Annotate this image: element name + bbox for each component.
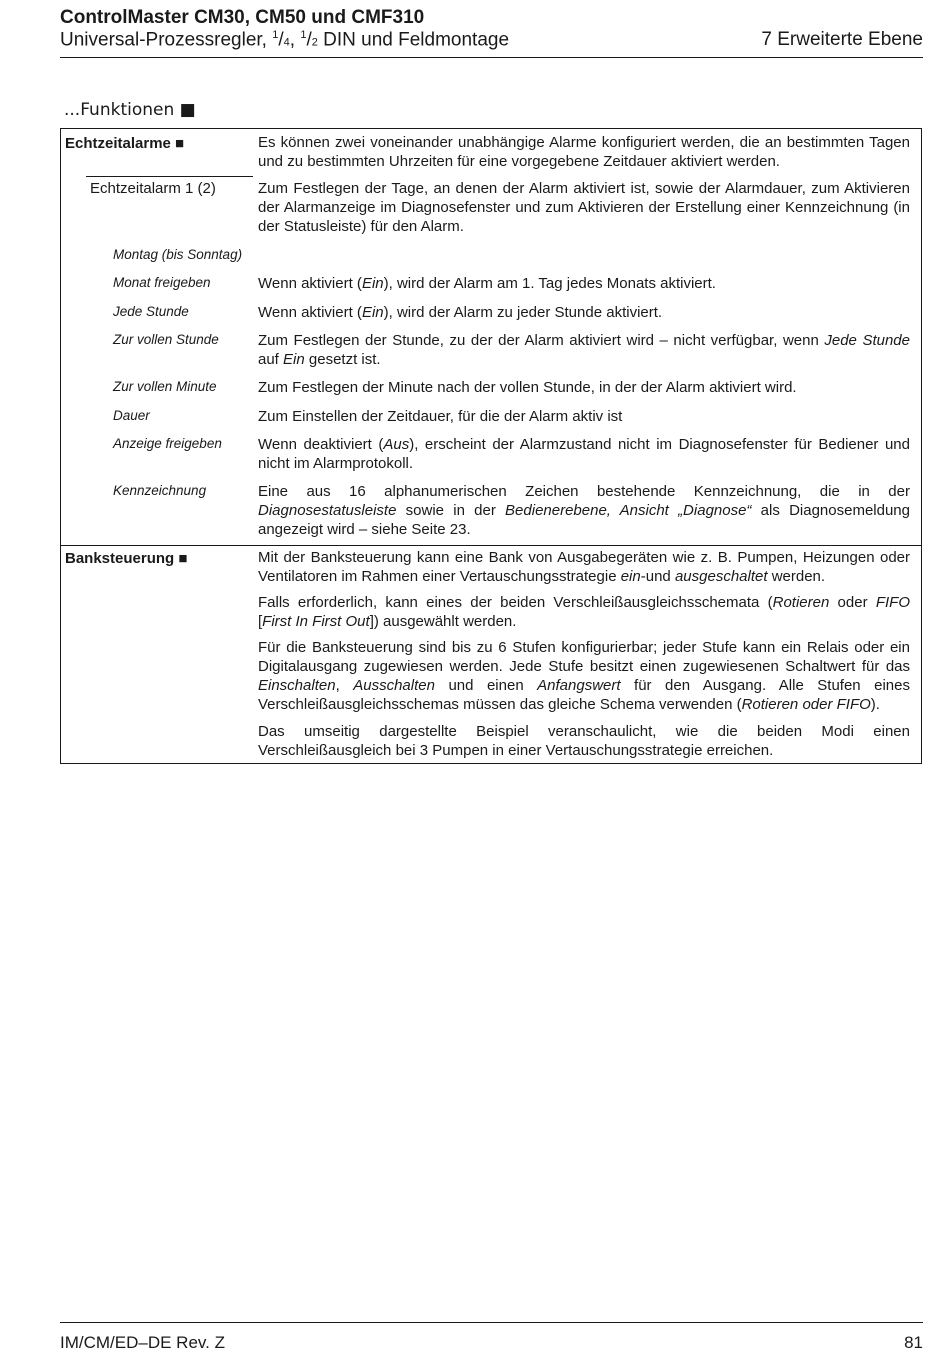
param-anzeige: Anzeige freigeben [113,436,222,451]
frac1-num: 1 [272,29,279,41]
subsection-rule [86,176,253,177]
param-dauer-text: Zum Einstellen der Zeitdauer, für die der Alarm aktiv ist [258,408,623,425]
bank-paragraph-1: Mit der Banksteuerung kann eine Bank von Ausgabegeräten wie z. B. Pumpen, Heizungen oder Ventilatoren im Rahmen einer Vertauschungsstrategie ein-und ausgeschaltet werden. [258,549,910,585]
frac1-den: 4 [283,36,290,49]
param-kennzeichnung-text: Eine aus 16 alphanumerischen Zeichen bestehende Kennzeichnung, die in der Diagnosestatusleiste sowie in der Bedienerebene, Ansicht „Diagnose“ als Diagnosemeldung angezeigt wird – siehe Seite 23. [258,483,910,538]
param-anzeige-text: Wenn deaktiviert (Aus), erscheint der Alarmzustand nicht im Diagnosefenster für Bediener und nicht im Alarmprotokoll. [258,436,910,472]
bank-paragraph-2: Falls erforderlich, kann eines der beiden Verschleißausgleichsschemata (Rotieren oder FIFO [First In First Out]) ausgewählt werden. [258,594,910,630]
param-monat: Monat freigeben [113,275,211,290]
echtzeitalarme-label: Echtzeitalarme ■ [65,135,185,152]
banksteuerung-label: Banksteuerung ■ [65,550,188,567]
param-kennzeichnung: Kennzeichnung [113,483,207,498]
echtzeitalarme-intro: Es können zwei voneinander unabhängige Alarme konfiguriert werden, die an bestimmten Tagen und zu bestimmten Uhrzeiten für eine vorgegebene Zeitdauer aktiviert werden. [258,134,910,170]
footer-doc-id: IM/CM/ED–DE Rev. Z [60,1333,225,1352]
param-jede-stunde-text: Wenn aktiviert (Ein), wird der Alarm zu jeder Stunde aktiviert. [258,304,663,321]
echtzeitalarm-label: Echtzeitalarm 1 (2) [90,180,216,197]
subtitle-pre: Universal-Prozessregler, [60,29,273,51]
param-volle-stunde-text: Zum Festlegen der Stunde, zu der der Alarm aktiviert wird – nicht verfügbar, wenn Jede Stunde auf Ein gesetzt ist. [258,332,910,368]
footer-rule [60,1322,923,1323]
banksteuerung-box [60,545,922,764]
param-dauer: Dauer [113,408,150,423]
header-title: ControlMaster CM30, CM50 und CMF310 [60,7,425,28]
param-jede-stunde: Jede Stunde [113,304,189,319]
chapter-title: 7 Erweiterte Ebene [761,29,923,50]
page-number: 81 [904,1333,923,1352]
echtzeitalarme-box [60,128,922,546]
echtzeitalarm-text: Zum Festlegen der Tage, an denen der Alarm aktiviert ist, sowie der Alarmdauer, zum Aktivieren der Alarmanzeige im Diagnosefenster und zum Aktivieren der Erstellung einer Kennzeichnung (in der Statusleiste) für den Alarm. [258,180,910,235]
param-montag: Montag (bis Sonntag) [113,247,243,262]
param-volle-minute: Zur vollen Minute [113,379,217,394]
bank-paragraph-3: Für die Banksteuerung sind bis zu 6 Stufen konfigurierbar; jeder Stufe kann ein Relais oder ein Digitalausgang zugewiesen werden. Jede Stufe besitzt einen zugewiesenen Schaltwert für das Einschalten, Ausschalten und einen Anfangswert für den Ausgang. Alle Stufen eines Verschleißausgleichsschemas müssen das gleiche Schema verwenden (Rotieren oder FIFO). [258,639,910,713]
param-volle-minute-text: Zum Festlegen der Minute nach der vollen Stunde, in der der Alarm aktiviert wird. [258,379,797,396]
header-rule [60,57,923,58]
header-subtitle: Universal-Prozessregler, $^1$/4, $^1$/2 DIN und Feldmontage [60,29,510,51]
subtitle-post: DIN und Feldmontage [317,29,510,51]
bank-paragraph-4: Das umseitig dargestellte Beispiel veranschaulicht, wie die beiden Modi einen Verschleißausgleich bei 3 Pumpen in einer Vertauschungsstrategie erreichen. [258,723,910,759]
section-title: ...Funktionen ■ [64,100,196,120]
frac-sep: , [289,29,301,51]
param-monat-text: Wenn aktiviert (Ein), wird der Alarm am 1. Tag jedes Monats aktiviert. [258,275,716,292]
frac2-den: 2 [311,36,318,49]
param-volle-stunde: Zur vollen Stunde [113,332,219,347]
frac2-num: 1 [300,29,307,41]
